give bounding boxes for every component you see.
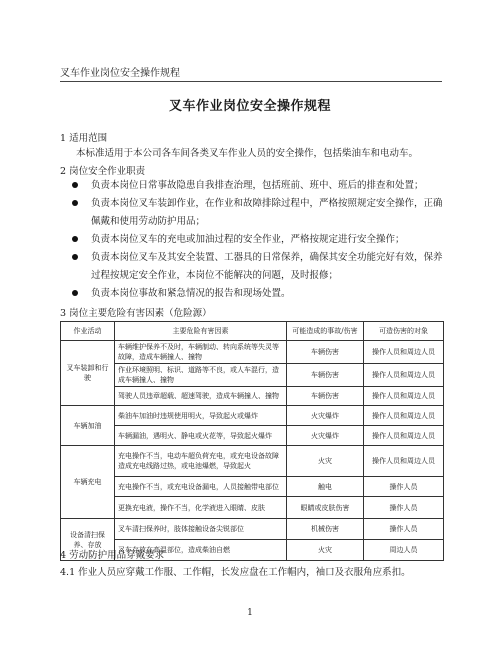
table-row — [61, 341, 444, 364]
table-row — [61, 364, 444, 387]
table-row — [61, 387, 444, 406]
document-title: 叉车作业岗位安全操作规程 — [168, 99, 331, 114]
activity-cell: 车辆加油 — [61, 406, 115, 446]
accident-cell: 眼睛或皮肤伤害 — [287, 497, 364, 519]
factor-cell: 更换充电液，操作不当，化学液进入眼睛、皮肤 — [115, 497, 287, 519]
target-cell: 操作人员 — [364, 497, 444, 519]
accident-cell: 车辆伤害 — [287, 341, 364, 364]
accident-cell: 触电 — [287, 477, 364, 497]
hazard-table — [60, 321, 444, 561]
factor-cell: 叉车清扫保养时，肢体接触设备尖锐部位 — [115, 519, 287, 540]
target-cell: 操作人员和周边人员 — [364, 387, 444, 406]
table-row — [61, 406, 444, 426]
factor-cell: 充电操作不当，或充电设备漏电，人员接触带电部位 — [115, 477, 287, 497]
factor-cell: 车辆漏油，遇明火、静电或火花等，导致起火爆炸 — [115, 426, 287, 446]
table-row — [61, 477, 444, 497]
target-cell: 操作人员和周边人员 — [364, 406, 444, 426]
section-4-heading: 4 劳动防护用品穿戴要求 — [60, 550, 165, 561]
table-row — [61, 519, 444, 540]
accident-cell: 火灾爆炸 — [287, 426, 364, 446]
activity-cell: 车辆充电 — [61, 446, 115, 519]
factor-cell: 叉车存放在高温部位，造成柴油自燃 — [115, 540, 287, 561]
duty-list — [72, 177, 450, 303]
target-cell: 操作人员 — [364, 519, 444, 540]
accident-cell: 火灾爆炸 — [287, 406, 364, 426]
activity-cell: 叉车装卸和行驶 — [61, 341, 115, 406]
header-divider — [60, 81, 442, 82]
accident-cell: 车辆伤害 — [287, 387, 364, 406]
header-activity: 作业活动 — [61, 322, 115, 341]
accident-cell: 火灾 — [287, 540, 364, 561]
table-row — [61, 426, 444, 446]
target-cell: 周边人员 — [364, 540, 444, 561]
header-factor: 主要危险有害因素 — [115, 322, 287, 341]
factor-cell: 车辆维护保养不及时，车辆制动、转向系统等失灵等故障，造成车辆撞人、撞物 — [115, 341, 287, 364]
list-item: 负责本岗位叉车装卸作业，在作业和故障排除过程中，严格按照规定安全操作，正确佩戴和使用劳动防护用品； — [72, 195, 450, 231]
section-3-heading: 3 岗位主要危险有害因素（危险源） — [60, 308, 212, 319]
list-item: 负责本岗位日常事故隐患自我排查治理，包括班前、班中、班后的排查和处置； — [72, 177, 450, 195]
table-header-row — [61, 322, 444, 341]
header-accident: 可能造成的事故/伤害 — [287, 322, 364, 341]
factor-cell: 驾驶人员违章超载、超速驾驶，造成车辆撞人、撞物 — [115, 387, 287, 406]
bullet-icon — [72, 254, 78, 260]
list-item: 负责本岗位叉车的充电或加油过程的安全作业，严格按规定进行安全操作； — [72, 231, 450, 249]
bullet-icon — [72, 290, 78, 296]
section-1-text: 本标准适用于本公司各车间各类叉车作业人员的安全操作，包括柴油车和电动车。 — [76, 148, 419, 159]
running-header: 叉车作业岗位安全操作规程 — [60, 68, 180, 79]
page-number: 1 — [247, 608, 253, 618]
target-cell: 操作人员 — [364, 477, 444, 497]
bullet-icon — [72, 200, 78, 206]
factor-cell: 充电操作不当，电动车超负荷充电，或充电设备故障造成充电线路过热，或电池爆燃，导致起火 — [115, 446, 287, 477]
accident-cell: 机械伤害 — [287, 519, 364, 540]
target-cell: 操作人员和周边人员 — [364, 426, 444, 446]
section-2-heading: 2 岗位安全作业职责 — [60, 166, 146, 177]
factor-cell: 柴油车加油时违规使用明火，导致起火或爆炸 — [115, 406, 287, 426]
target-cell: 操作人员和周边人员 — [364, 364, 444, 387]
accident-cell: 车辆伤害 — [287, 364, 364, 387]
section-1-heading: 1 适用范围 — [60, 133, 108, 144]
target-cell: 操作人员和周边人员 — [364, 446, 444, 477]
header-target: 可造伤害的对象 — [364, 322, 444, 341]
accident-cell: 火灾 — [287, 446, 364, 477]
bullet-icon — [72, 236, 78, 242]
bullet-icon — [72, 182, 78, 188]
section-4-item: 4.1 作业人员应穿戴工作服、工作帽，长发应盘在工作帽内，袖口及衣服角应系扣。 — [60, 567, 411, 578]
list-item: 负责本岗位叉车及其安全装置、工器具的日常保养，确保其安全功能完好有效，保养过程按规定安全作业，本岗位不能解决的问题，及时报修； — [72, 249, 450, 285]
factor-cell: 作业环境照明、标识、道路等不良，或人车混行，造成车辆撞人、撞物 — [115, 364, 287, 387]
table-row — [61, 497, 444, 519]
list-item: 负责本岗位事故和紧急情况的报告和现场处置。 — [72, 285, 450, 303]
activity-cell: 设备清扫保养、存放 — [61, 519, 115, 561]
table-row — [61, 446, 444, 477]
target-cell: 操作人员和周边人员 — [364, 341, 444, 364]
